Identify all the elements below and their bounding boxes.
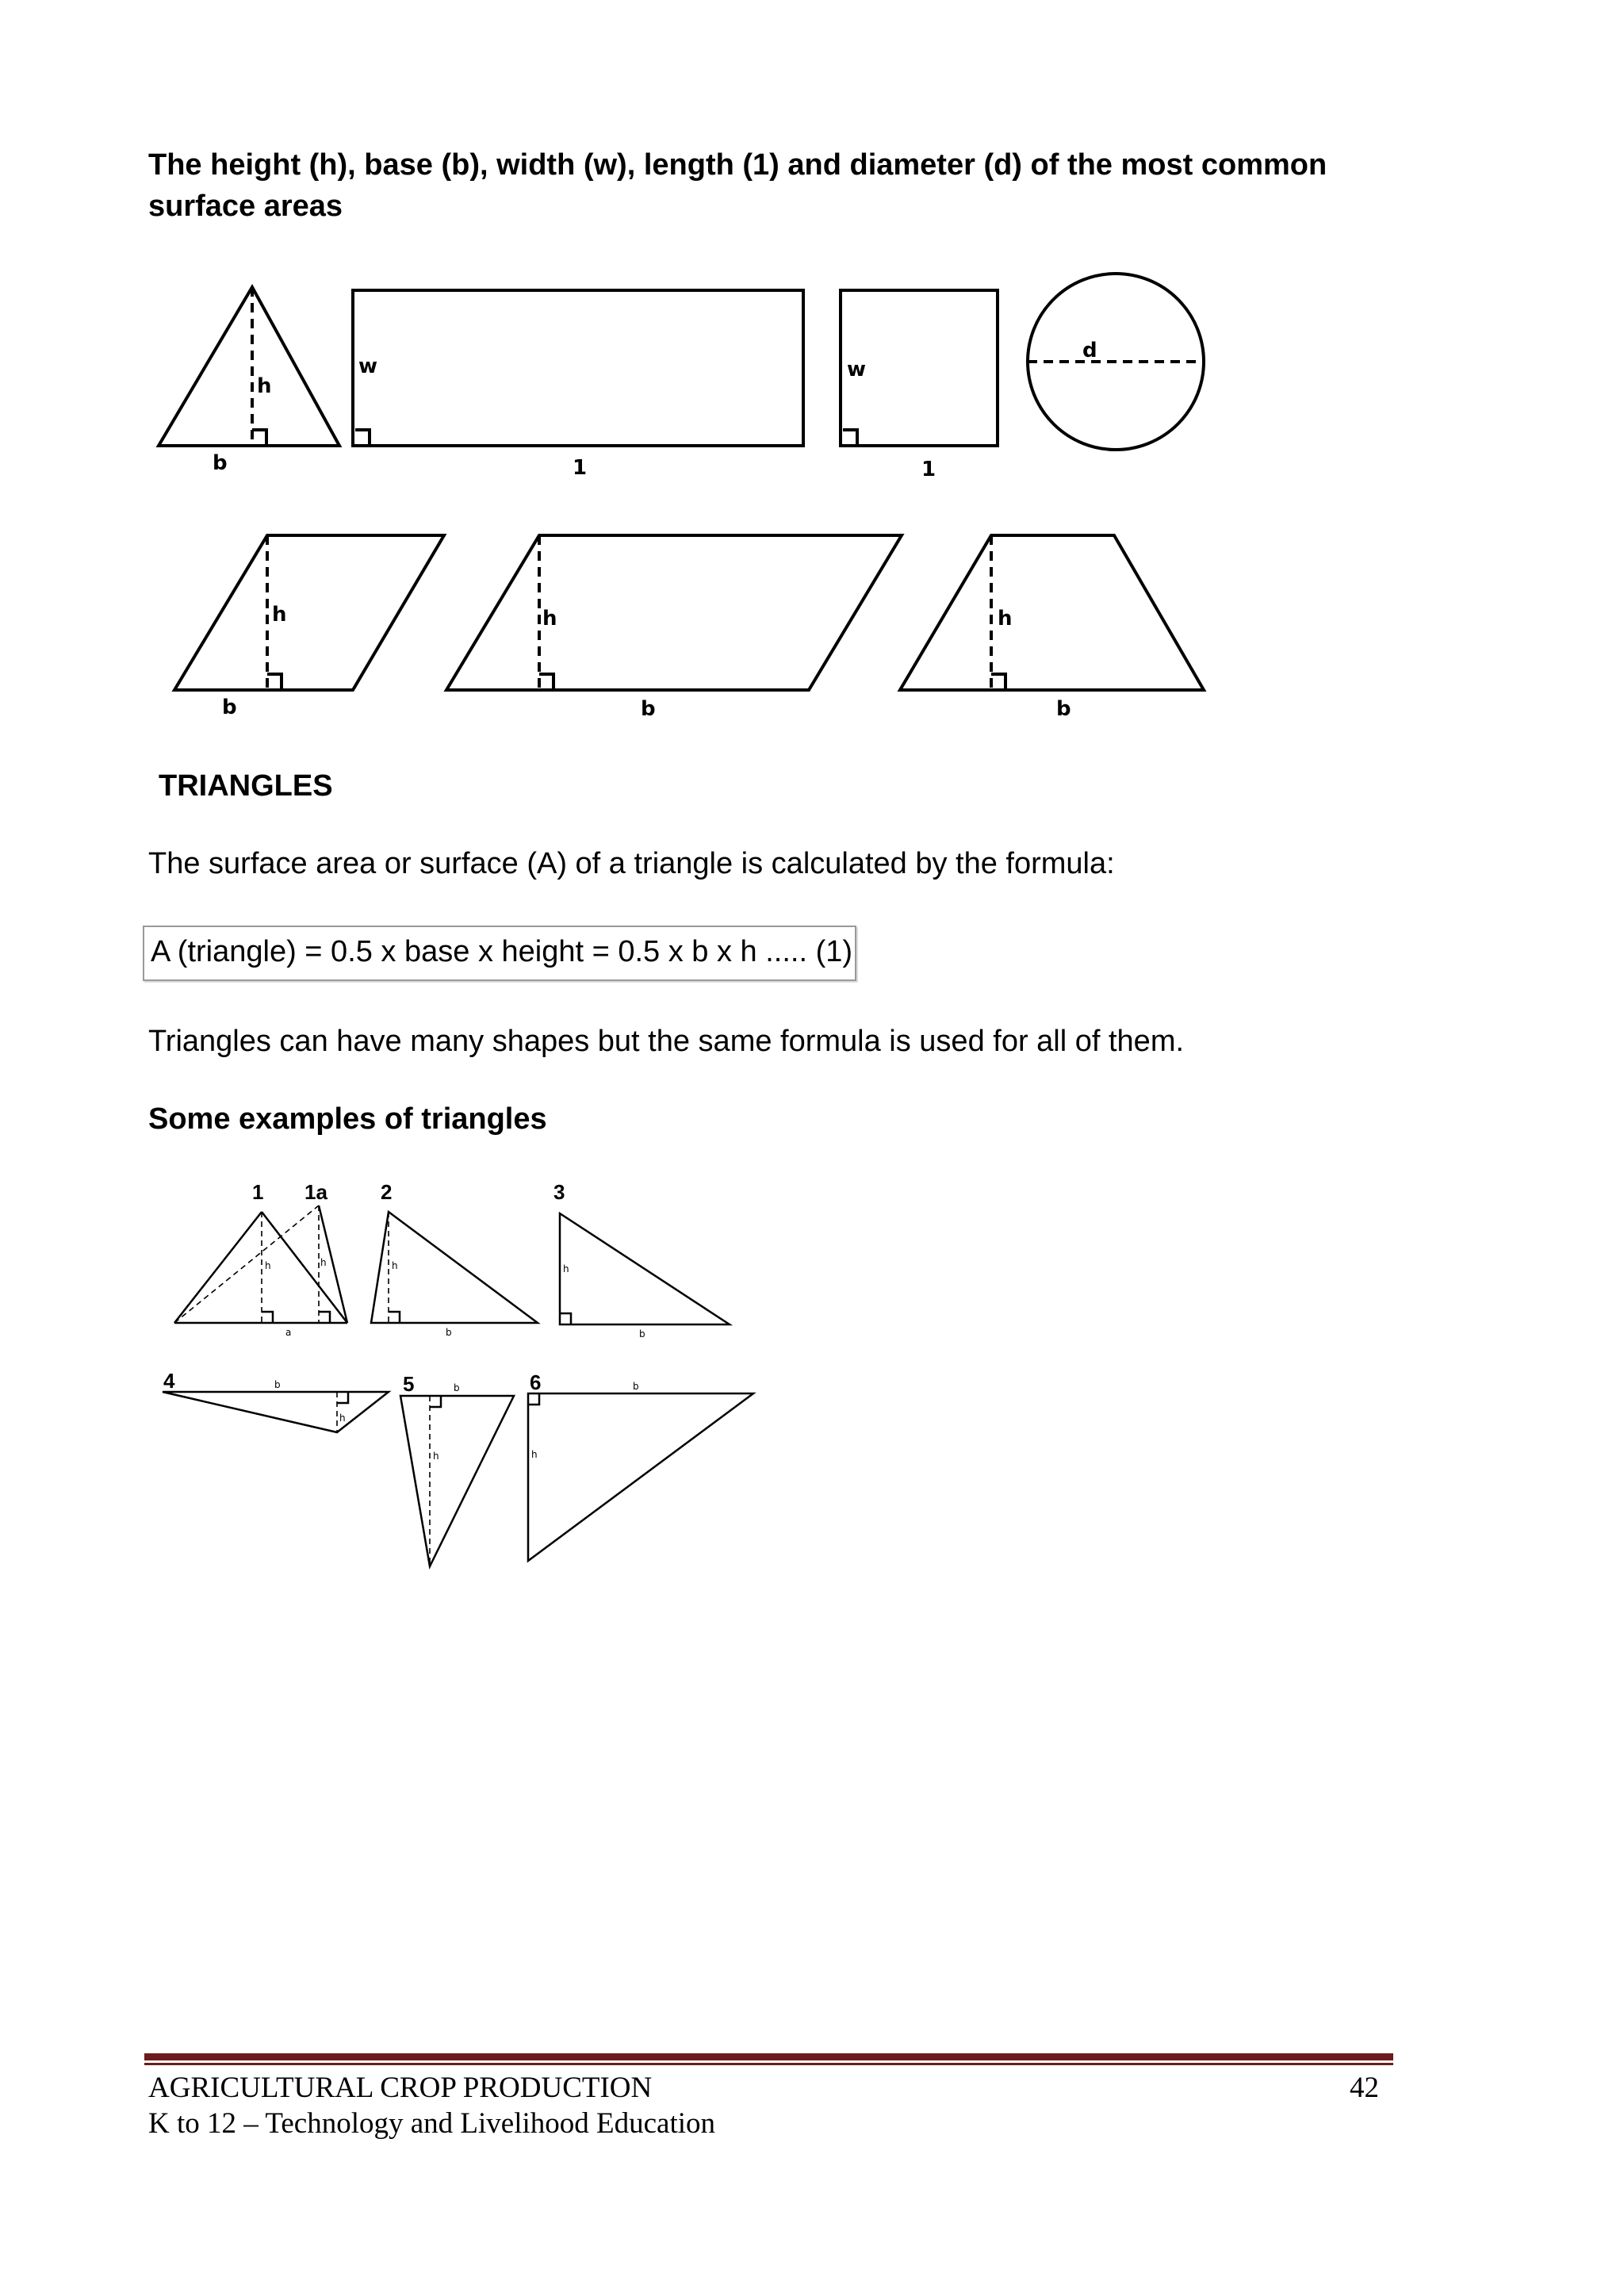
intro-text: The surface area or surface (A) of a triangle is calculated by the formula: [148, 847, 1115, 880]
footer-title: AGRICULTURAL CROP PRODUCTION [148, 2072, 653, 2104]
example-4-base-label: b [274, 1379, 281, 1390]
examples-title: Some examples of triangles [148, 1102, 547, 1136]
footer-rule [144, 2053, 1393, 2060]
parallelogram-small-height-label: h [272, 603, 287, 627]
trapezoid-base-label: b [1056, 697, 1071, 721]
rectangle-length-label: 1 [573, 456, 588, 480]
triangle-example-5 [400, 1372, 514, 1566]
example-6-base-label: b [633, 1381, 639, 1392]
triangle-number-1: 1 [252, 1180, 264, 1204]
shapes-note: Triangles can have many shapes but the same formula is used for all of them. [148, 1025, 1185, 1058]
section-title: TRIANGLES [159, 769, 333, 803]
triangle-example-2 [371, 1180, 538, 1338]
triangle-number-2: 2 [381, 1180, 393, 1204]
triangle-height-label: h [257, 374, 272, 398]
triangle-number-5: 5 [403, 1372, 415, 1396]
triangle-number-4: 4 [163, 1369, 175, 1393]
triangle-example-4 [163, 1369, 389, 1432]
example-1a-height-label: h [320, 1257, 327, 1268]
triangle-example-1 [174, 1180, 347, 1338]
example-2-height-label: h [392, 1260, 398, 1271]
example-3-base-label: b [639, 1328, 645, 1340]
page-heading: The height (h), base (b), width (w), length (1) and diameter (d) of the most common surface areas [148, 148, 1327, 223]
square-width-label: w [847, 358, 867, 381]
footer-rule-thin [144, 2063, 1393, 2065]
square-length-label: 1 [921, 458, 936, 481]
example-6-height-label: h [531, 1449, 538, 1460]
parallelogram-large-base-label: b [641, 697, 656, 721]
triangle-number-6: 6 [530, 1370, 542, 1394]
triangle-number-3: 3 [553, 1180, 565, 1204]
example-5-base-label: b [454, 1382, 460, 1393]
rectangle-width-label: w [358, 355, 378, 378]
parallelogram-large-height-label: h [542, 607, 557, 631]
example-3-height-label: h [563, 1263, 569, 1274]
triangle-example-6 [528, 1370, 753, 1561]
example-1-base-label: a [285, 1327, 292, 1338]
example-1-height-label: h [265, 1260, 271, 1271]
example-2-base-label: b [446, 1327, 452, 1338]
example-4-height-label: h [339, 1412, 346, 1424]
footer-subtitle: K to 12 – Technology and Livelihood Education [148, 2107, 716, 2140]
triangle-base-label: b [213, 451, 228, 475]
triangle-number-1a: 1a [304, 1180, 327, 1204]
parallelogram-small-base-label: b [222, 696, 237, 719]
trapezoid-height-label: h [998, 607, 1013, 631]
formula-text: A (triangle) = 0.5 x base x height = 0.5 x b x h ..... (1) [151, 935, 853, 968]
footer-page-number: 42 [1350, 2072, 1379, 2104]
example-5-height-label: h [433, 1451, 439, 1462]
circle-diameter-label: d [1082, 339, 1097, 362]
triangle-example-3 [553, 1180, 730, 1340]
